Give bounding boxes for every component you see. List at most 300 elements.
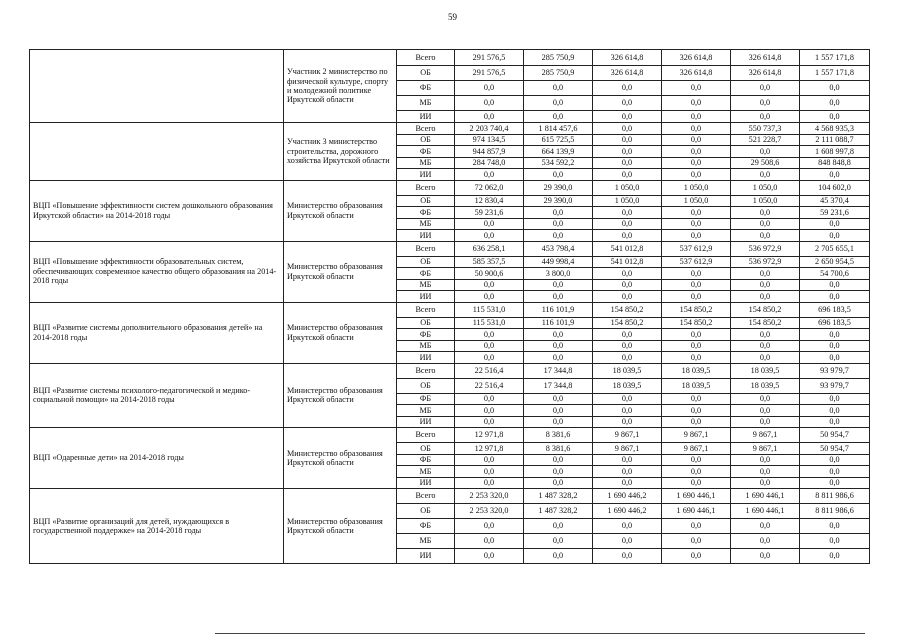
table-row (30, 428, 870, 443)
year-value-cell: 0,0 (662, 534, 731, 549)
year-value-cell: 0,0 (524, 291, 593, 303)
funding-source-cell: ИИ (397, 477, 455, 489)
year-value-cell: 0,0 (662, 157, 731, 169)
year-value-cell: 326 614,8 (662, 50, 731, 66)
year-value-cell: 0,0 (593, 169, 662, 181)
year-value-cell: 291 576,5 (455, 50, 524, 66)
year-value-cell: 0,0 (455, 416, 524, 428)
executor-cell: Участник 3 министерство строительства, дорожного хозяйства Иркутской области (284, 123, 397, 181)
year-value-cell: 0,0 (524, 340, 593, 352)
year-value-cell: 0,0 (731, 81, 800, 96)
year-value-cell: 1 814 457,6 (524, 123, 593, 135)
year-value-cell: 1 050,0 (593, 180, 662, 195)
year-value-cell: 1 050,0 (662, 180, 731, 195)
funding-source-cell: ФБ (397, 146, 455, 158)
year-value-cell: 0,0 (593, 146, 662, 158)
table-row (30, 241, 870, 256)
year-value-cell: 0,0 (455, 519, 524, 534)
funding-source-cell: Всего (397, 363, 455, 378)
total-value-cell: 0,0 (800, 291, 870, 303)
executor-cell: Министерство образования Иркутской области (284, 302, 397, 363)
funding-source-cell: ФБ (397, 207, 455, 219)
program-name-cell: ВЦП «Развитие системы дополнительного образования детей» на 2014-2018 годы (30, 302, 284, 363)
funding-source-cell: ИИ (397, 352, 455, 364)
year-value-cell: 0,0 (524, 466, 593, 478)
total-value-cell: 0,0 (800, 393, 870, 405)
year-value-cell: 17 344,8 (524, 378, 593, 393)
year-value-cell: 0,0 (593, 405, 662, 417)
year-value-cell: 0,0 (731, 146, 800, 158)
total-value-cell: 2 650 954,5 (800, 256, 870, 268)
year-value-cell: 12 971,8 (455, 443, 524, 455)
year-value-cell: 0,0 (524, 218, 593, 230)
funding-source-cell: ФБ (397, 454, 455, 466)
year-value-cell: 0,0 (524, 81, 593, 96)
year-value-cell: 0,0 (731, 279, 800, 291)
year-value-cell: 1 487 328,2 (524, 489, 593, 504)
year-value-cell: 0,0 (593, 218, 662, 230)
funding-source-cell: ИИ (397, 291, 455, 303)
year-value-cell: 0,0 (593, 340, 662, 352)
year-value-cell: 9 867,1 (593, 443, 662, 455)
year-value-cell: 0,0 (593, 393, 662, 405)
table-row (30, 50, 870, 66)
total-value-cell: 54 700,6 (800, 268, 870, 280)
total-value-cell: 0,0 (800, 169, 870, 181)
year-value-cell: 50 900,6 (455, 268, 524, 280)
year-value-cell: 0,0 (455, 466, 524, 478)
year-value-cell: 636 258,1 (455, 241, 524, 256)
year-value-cell: 0,0 (662, 549, 731, 564)
executor-cell: Министерство образования Иркутской области (284, 363, 397, 428)
year-value-cell: 115 531,0 (455, 317, 524, 329)
year-value-cell: 2 203 740,4 (455, 123, 524, 135)
funding-source-cell: ИИ (397, 111, 455, 123)
year-value-cell: 0,0 (455, 291, 524, 303)
year-value-cell: 0,0 (593, 454, 662, 466)
total-value-cell: 45 370,4 (800, 195, 870, 207)
funding-source-cell: Всего (397, 428, 455, 443)
year-value-cell: 154 850,2 (731, 302, 800, 317)
funding-source-cell: Всего (397, 50, 455, 66)
year-value-cell: 1 050,0 (593, 195, 662, 207)
year-value-cell: 116 101,9 (524, 302, 593, 317)
year-value-cell: 0,0 (731, 454, 800, 466)
year-value-cell: 1 690 446,1 (731, 504, 800, 519)
budget-table (29, 49, 870, 564)
program-name-cell (30, 50, 284, 123)
year-value-cell: 1 050,0 (731, 195, 800, 207)
total-value-cell: 8 811 986,6 (800, 489, 870, 504)
year-value-cell: 0,0 (731, 329, 800, 341)
year-value-cell: 449 998,4 (524, 256, 593, 268)
funding-source-cell: ИИ (397, 549, 455, 564)
year-value-cell: 115 531,0 (455, 302, 524, 317)
year-value-cell: 0,0 (455, 111, 524, 123)
funding-source-cell: ОБ (397, 443, 455, 455)
year-value-cell: 326 614,8 (662, 66, 731, 81)
year-value-cell: 9 867,1 (662, 428, 731, 443)
year-value-cell: 0,0 (662, 405, 731, 417)
year-value-cell: 541 012,8 (593, 241, 662, 256)
funding-source-cell: ОБ (397, 317, 455, 329)
year-value-cell: 0,0 (455, 230, 524, 242)
year-value-cell: 116 101,9 (524, 317, 593, 329)
year-value-cell: 541 012,8 (593, 256, 662, 268)
year-value-cell: 536 972,9 (731, 256, 800, 268)
year-value-cell: 154 850,2 (662, 302, 731, 317)
year-value-cell: 0,0 (455, 454, 524, 466)
year-value-cell: 550 737,3 (731, 123, 800, 135)
year-value-cell: 0,0 (731, 519, 800, 534)
year-value-cell: 0,0 (593, 157, 662, 169)
total-value-cell: 0,0 (800, 96, 870, 111)
funding-source-cell: МБ (397, 534, 455, 549)
year-value-cell: 22 516,4 (455, 378, 524, 393)
year-value-cell: 12 830,4 (455, 195, 524, 207)
total-value-cell: 0,0 (800, 218, 870, 230)
funding-source-cell: Всего (397, 241, 455, 256)
year-value-cell: 18 039,5 (593, 378, 662, 393)
year-value-cell: 944 857,9 (455, 146, 524, 158)
year-value-cell: 537 612,9 (662, 241, 731, 256)
funding-source-cell: ОБ (397, 378, 455, 393)
year-value-cell: 1 690 446,1 (731, 489, 800, 504)
year-value-cell: 0,0 (593, 549, 662, 564)
table-row (30, 123, 870, 135)
year-value-cell: 18 039,5 (662, 363, 731, 378)
year-value-cell: 0,0 (731, 393, 800, 405)
year-value-cell: 0,0 (524, 416, 593, 428)
year-value-cell: 2 253 320,0 (455, 489, 524, 504)
executor-cell: Министерство образования Иркутской области (284, 489, 397, 564)
year-value-cell: 0,0 (593, 81, 662, 96)
total-value-cell: 1 557 171,8 (800, 50, 870, 66)
total-value-cell: 0,0 (800, 329, 870, 341)
year-value-cell: 0,0 (731, 416, 800, 428)
funding-source-cell: ИИ (397, 230, 455, 242)
year-value-cell: 9 867,1 (593, 428, 662, 443)
year-value-cell: 0,0 (731, 96, 800, 111)
total-value-cell: 0,0 (800, 111, 870, 123)
table-row (30, 489, 870, 504)
year-value-cell: 285 750,9 (524, 66, 593, 81)
year-value-cell: 0,0 (593, 279, 662, 291)
year-value-cell: 0,0 (524, 169, 593, 181)
year-value-cell: 0,0 (662, 279, 731, 291)
year-value-cell: 18 039,5 (662, 378, 731, 393)
year-value-cell: 0,0 (662, 134, 731, 146)
year-value-cell: 22 516,4 (455, 363, 524, 378)
total-value-cell: 0,0 (800, 279, 870, 291)
executor-cell: Министерство образования Иркутской области (284, 241, 397, 302)
total-value-cell: 104 602,0 (800, 180, 870, 195)
year-value-cell: 0,0 (662, 340, 731, 352)
total-value-cell: 50 954,7 (800, 443, 870, 455)
executor-cell: Участник 2 министерство по физической культуре, спорту и молодежной политике Иркутской области (284, 50, 397, 123)
year-value-cell: 0,0 (731, 549, 800, 564)
year-value-cell: 0,0 (731, 405, 800, 417)
total-value-cell: 0,0 (800, 477, 870, 489)
year-value-cell: 326 614,8 (593, 66, 662, 81)
year-value-cell: 536 972,9 (731, 241, 800, 256)
total-value-cell: 93 979,7 (800, 378, 870, 393)
year-value-cell: 0,0 (731, 218, 800, 230)
year-value-cell: 18 039,5 (593, 363, 662, 378)
program-name-cell: ВЦП «Развитие организаций для детей, нуждающихся в государственной поддержке» на 2014-2018 годы (30, 489, 284, 564)
funding-source-cell: ФБ (397, 81, 455, 96)
year-value-cell: 0,0 (593, 123, 662, 135)
year-value-cell: 0,0 (524, 96, 593, 111)
year-value-cell: 1 690 446,1 (662, 489, 731, 504)
year-value-cell: 0,0 (524, 477, 593, 489)
funding-source-cell: ОБ (397, 504, 455, 519)
year-value-cell: 0,0 (455, 96, 524, 111)
funding-source-cell: Всего (397, 489, 455, 504)
year-value-cell: 0,0 (662, 230, 731, 242)
year-value-cell: 0,0 (662, 207, 731, 219)
table-body (30, 50, 870, 564)
year-value-cell: 0,0 (593, 230, 662, 242)
year-value-cell: 154 850,2 (731, 317, 800, 329)
program-name-cell: ВЦП «Одаренные дети» на 2014-2018 годы (30, 428, 284, 489)
year-value-cell: 0,0 (731, 207, 800, 219)
year-value-cell: 3 800,0 (524, 268, 593, 280)
year-value-cell: 0,0 (455, 169, 524, 181)
year-value-cell: 0,0 (593, 291, 662, 303)
year-value-cell: 0,0 (524, 352, 593, 364)
year-value-cell: 0,0 (731, 477, 800, 489)
total-value-cell: 0,0 (800, 549, 870, 564)
year-value-cell: 0,0 (524, 534, 593, 549)
year-value-cell: 1 487 328,2 (524, 504, 593, 519)
year-value-cell: 8 381,6 (524, 428, 593, 443)
year-value-cell: 18 039,5 (731, 378, 800, 393)
funding-source-cell: МБ (397, 466, 455, 478)
year-value-cell: 0,0 (662, 352, 731, 364)
total-value-cell: 0,0 (800, 534, 870, 549)
year-value-cell: 0,0 (662, 146, 731, 158)
year-value-cell: 534 592,2 (524, 157, 593, 169)
year-value-cell: 0,0 (593, 519, 662, 534)
year-value-cell: 1 690 446,2 (593, 489, 662, 504)
year-value-cell: 29 390,0 (524, 195, 593, 207)
year-value-cell: 0,0 (524, 111, 593, 123)
funding-source-cell: МБ (397, 96, 455, 111)
total-value-cell: 0,0 (800, 416, 870, 428)
year-value-cell: 0,0 (662, 466, 731, 478)
program-name-cell: ВЦП «Развитие системы психолого-педагогической и медико-социальной помощи» на 2014-2018 годы (30, 363, 284, 428)
year-value-cell: 0,0 (662, 291, 731, 303)
year-value-cell: 0,0 (662, 81, 731, 96)
year-value-cell: 0,0 (455, 352, 524, 364)
funding-source-cell: Всего (397, 123, 455, 135)
year-value-cell: 0,0 (524, 279, 593, 291)
year-value-cell: 8 381,6 (524, 443, 593, 455)
funding-source-cell: ОБ (397, 256, 455, 268)
year-value-cell: 453 798,4 (524, 241, 593, 256)
year-value-cell: 0,0 (524, 519, 593, 534)
year-value-cell: 974 134,5 (455, 134, 524, 146)
funding-source-cell: ФБ (397, 519, 455, 534)
year-value-cell: 0,0 (662, 268, 731, 280)
year-value-cell: 0,0 (593, 466, 662, 478)
year-value-cell: 0,0 (455, 405, 524, 417)
total-value-cell: 93 979,7 (800, 363, 870, 378)
year-value-cell: 0,0 (662, 416, 731, 428)
total-value-cell: 2 705 655,1 (800, 241, 870, 256)
total-value-cell: 4 568 935,3 (800, 123, 870, 135)
year-value-cell: 12 971,8 (455, 428, 524, 443)
funding-source-cell: МБ (397, 279, 455, 291)
year-value-cell: 154 850,2 (593, 302, 662, 317)
program-name-cell (30, 123, 284, 181)
year-value-cell: 0,0 (593, 477, 662, 489)
year-value-cell: 0,0 (524, 329, 593, 341)
year-value-cell: 1 050,0 (731, 180, 800, 195)
year-value-cell: 0,0 (593, 352, 662, 364)
year-value-cell: 0,0 (593, 111, 662, 123)
year-value-cell: 0,0 (593, 96, 662, 111)
year-value-cell: 0,0 (455, 279, 524, 291)
year-value-cell: 0,0 (455, 549, 524, 564)
year-value-cell: 0,0 (731, 111, 800, 123)
year-value-cell: 0,0 (662, 519, 731, 534)
year-value-cell: 0,0 (455, 218, 524, 230)
year-value-cell: 284 748,0 (455, 157, 524, 169)
year-value-cell: 0,0 (593, 268, 662, 280)
table-row (30, 363, 870, 378)
funding-source-cell: ИИ (397, 169, 455, 181)
year-value-cell: 9 867,1 (662, 443, 731, 455)
year-value-cell: 0,0 (524, 405, 593, 417)
total-value-cell: 50 954,7 (800, 428, 870, 443)
table-row (30, 180, 870, 195)
year-value-cell: 0,0 (731, 230, 800, 242)
year-value-cell: 0,0 (593, 416, 662, 428)
year-value-cell: 0,0 (455, 534, 524, 549)
year-value-cell: 0,0 (455, 477, 524, 489)
total-value-cell: 0,0 (800, 466, 870, 478)
year-value-cell: 0,0 (524, 230, 593, 242)
program-name-cell: ВЦП «Повышение эффективности систем дошкольного образования Иркутской области» на 2014-2018 годы (30, 180, 284, 241)
funding-source-cell: ОБ (397, 134, 455, 146)
year-value-cell: 9 867,1 (731, 443, 800, 455)
program-name-cell: ВЦП «Повышение эффективности образовательных систем, обеспечивающих современное качество общего образования на 2014-2018 годы (30, 241, 284, 302)
year-value-cell: 0,0 (524, 207, 593, 219)
table-row (30, 302, 870, 317)
year-value-cell: 0,0 (455, 393, 524, 405)
year-value-cell: 0,0 (731, 352, 800, 364)
executor-cell: Министерство образования Иркутской области (284, 180, 397, 241)
funding-source-cell: Всего (397, 180, 455, 195)
year-value-cell: 0,0 (662, 454, 731, 466)
total-value-cell: 696 183,5 (800, 317, 870, 329)
total-value-cell: 0,0 (800, 519, 870, 534)
year-value-cell: 0,0 (662, 169, 731, 181)
year-value-cell: 17 344,8 (524, 363, 593, 378)
funding-source-cell: МБ (397, 340, 455, 352)
year-value-cell: 1 690 446,1 (662, 504, 731, 519)
total-value-cell: 1 608 997,8 (800, 146, 870, 158)
year-value-cell: 154 850,2 (662, 317, 731, 329)
year-value-cell: 0,0 (731, 340, 800, 352)
year-value-cell: 59 231,6 (455, 207, 524, 219)
year-value-cell: 0,0 (593, 134, 662, 146)
year-value-cell: 521 228,7 (731, 134, 800, 146)
total-value-cell: 848 848,8 (800, 157, 870, 169)
year-value-cell: 0,0 (524, 393, 593, 405)
year-value-cell: 29 508,6 (731, 157, 800, 169)
funding-source-cell: МБ (397, 405, 455, 417)
year-value-cell: 0,0 (662, 393, 731, 405)
year-value-cell: 326 614,8 (731, 66, 800, 81)
total-value-cell: 0,0 (800, 230, 870, 242)
year-value-cell: 326 614,8 (593, 50, 662, 66)
total-value-cell: 0,0 (800, 340, 870, 352)
funding-source-cell: МБ (397, 218, 455, 230)
executor-cell: Министерство образования Иркутской области (284, 428, 397, 489)
total-value-cell: 8 811 986,6 (800, 504, 870, 519)
funding-source-cell: ОБ (397, 195, 455, 207)
page-number: 59 (448, 12, 457, 22)
year-value-cell: 585 357,5 (455, 256, 524, 268)
total-value-cell: 1 557 171,8 (800, 66, 870, 81)
year-value-cell: 0,0 (593, 207, 662, 219)
year-value-cell: 0,0 (662, 477, 731, 489)
funding-source-cell: ФБ (397, 329, 455, 341)
total-value-cell: 0,0 (800, 454, 870, 466)
total-value-cell: 0,0 (800, 405, 870, 417)
year-value-cell: 2 253 320,0 (455, 504, 524, 519)
year-value-cell: 0,0 (455, 329, 524, 341)
year-value-cell: 0,0 (731, 268, 800, 280)
funding-source-cell: ОБ (397, 66, 455, 81)
year-value-cell: 0,0 (593, 534, 662, 549)
year-value-cell: 29 390,0 (524, 180, 593, 195)
year-value-cell: 0,0 (662, 123, 731, 135)
year-value-cell: 291 576,5 (455, 66, 524, 81)
year-value-cell: 537 612,9 (662, 256, 731, 268)
funding-source-cell: Всего (397, 302, 455, 317)
year-value-cell: 0,0 (662, 96, 731, 111)
year-value-cell: 0,0 (731, 534, 800, 549)
year-value-cell: 0,0 (593, 329, 662, 341)
year-value-cell: 0,0 (662, 329, 731, 341)
year-value-cell: 9 867,1 (731, 428, 800, 443)
year-value-cell: 1 690 446,2 (593, 504, 662, 519)
funding-source-cell: ИИ (397, 416, 455, 428)
total-value-cell: 2 111 088,7 (800, 134, 870, 146)
total-value-cell: 696 183,5 (800, 302, 870, 317)
year-value-cell: 72 062,0 (455, 180, 524, 195)
year-value-cell: 18 039,5 (731, 363, 800, 378)
year-value-cell: 326 614,8 (731, 50, 800, 66)
year-value-cell: 1 050,0 (662, 195, 731, 207)
year-value-cell: 0,0 (731, 466, 800, 478)
total-value-cell: 0,0 (800, 352, 870, 364)
year-value-cell: 0,0 (524, 549, 593, 564)
funding-source-cell: ФБ (397, 268, 455, 280)
year-value-cell: 154 850,2 (593, 317, 662, 329)
funding-source-cell: МБ (397, 157, 455, 169)
total-value-cell: 0,0 (800, 81, 870, 96)
year-value-cell: 0,0 (662, 218, 731, 230)
total-value-cell: 59 231,6 (800, 207, 870, 219)
year-value-cell: 0,0 (455, 340, 524, 352)
year-value-cell: 0,0 (731, 169, 800, 181)
year-value-cell: 0,0 (524, 454, 593, 466)
